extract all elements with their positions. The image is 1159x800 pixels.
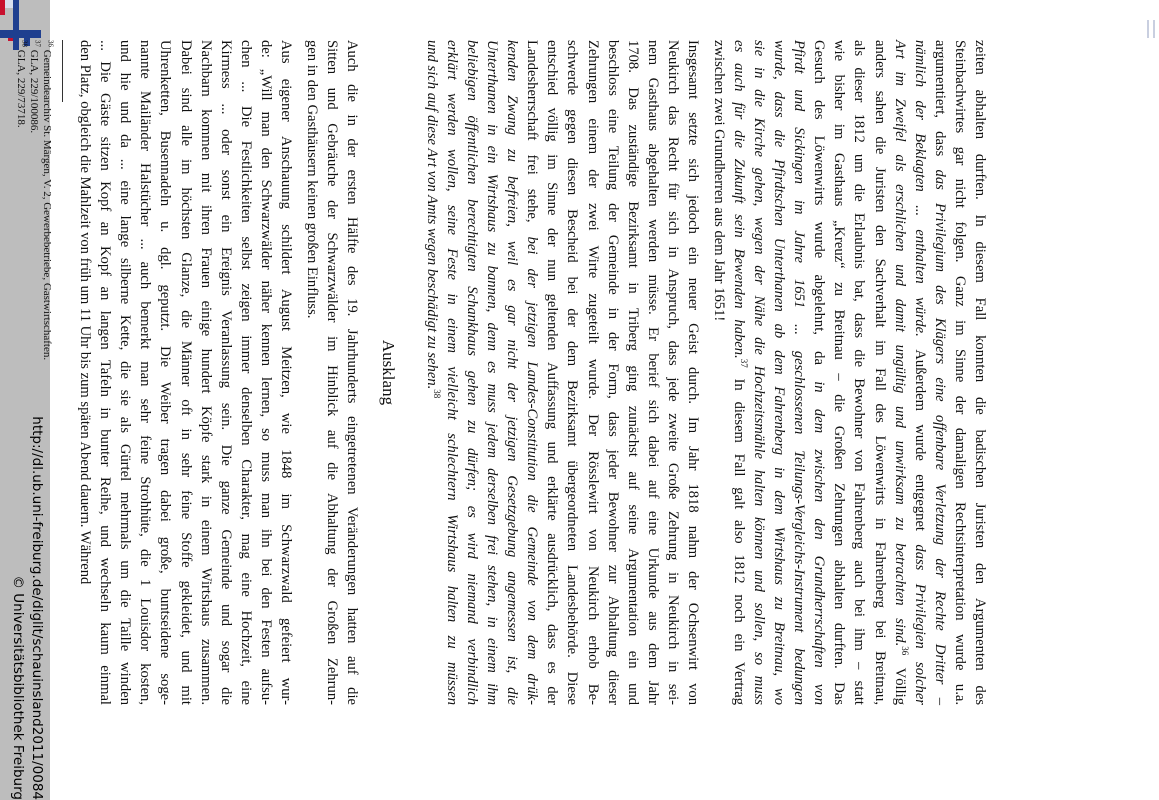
text-line: sie in die Kirche gehen, wegen der Nähe die Hochzeitsmähle halten können und sollen, so muss <box>750 40 767 705</box>
section-heading: Ausklang <box>379 339 398 406</box>
text-line: kenden Zwang zu befreien, weil es gar nicht der jetzigen Gesetzgebung angemessen ist, die <box>504 40 521 705</box>
text-line: gen in den Gasthäusern keinen großen Einfluss. <box>303 40 320 319</box>
text-line: chen ... Die Festlichkeiten selbst zeigen immer denselben Charakter, mag eine Hochzeit, eine <box>237 40 254 705</box>
text-line: zwischen zwei Grundherren aus dem Jahr 1651! <box>710 40 727 322</box>
text-line: Insgesamt setzte sich jedoch ein neuer Geist durch. Im Jahr 1818 nahm der Ochsenwirt von <box>685 40 701 705</box>
text-line: beschloss eine Teilung der Gemeinde in der Form, dass jeder Bewohner zur Abhaltung dieser <box>604 40 621 705</box>
paragraph-1 <box>709 40 990 705</box>
text-line: argumentiert, dass das Privilegium des Klägers eine offenbare Verletzung der Rechte Dritter – <box>931 40 948 706</box>
paragraph-4 <box>75 40 296 705</box>
text-line: zeiten abhalten durften. In diesem Fall konnten die badischen Juristen den Argumenten des <box>972 40 988 705</box>
document-url[interactable]: http://dl.ub.uni-freiburg.de/diglit/schauinsland2011/0084 <box>29 416 45 800</box>
paragraph-2 <box>422 40 703 705</box>
text-line: Zehrungen einem der zwei Wirte zugeteilt wurde. Der Rösslewirt von Neukirch erhob Be- <box>584 40 601 705</box>
text-line: Dabei sind alle im höchsten Glanze, die Männer oft in sehr feine Stoffe gekleidet, und mit <box>177 40 194 705</box>
text-line: Neukirch das Recht für sich in Anspruch, dass jede zweite Große Zehrung in Neukirch in sei- <box>664 40 681 705</box>
text-line: Aus eigener Anschauung schildert August Meitzen, wie 1848 im Schwarzwald gefeiert wur- <box>278 40 294 705</box>
text-line: Gesuch des Löwenwirts wurde abgelehnt, da in dem zwischen den Grundherrschaften von <box>811 40 828 706</box>
text-line: und hie und da ... eine lange silberne Kette, die sie als Gürtel mehrmals um die Taille winden <box>117 40 134 705</box>
text-line: nannte Mailänder Halstücher ... auch bemerkt man sehr feine Strohhüte, die 1 Louisdor kosten, <box>137 40 154 705</box>
footnote-rule <box>62 40 63 102</box>
text-line: schwerde gegen diesen Bescheid bei der dem Bezirksamt übergeordneten Landesbehörde. Diese <box>564 40 581 705</box>
text-line: wie bisher im Gasthaus „Kreuz“ zu Breitnau – die Großen Zehrungen abhalten durften. Das <box>831 40 848 705</box>
paragraph-3 <box>302 40 362 705</box>
text-line: anders sahen die Juristen den Sachverhalt im Fall des Löwenwirts in Fahrenberg bei Breitnau, <box>871 40 888 705</box>
text-line: de: „Will man den Schwarzwälder näher kennen lernen, so muss man ihn bei den Festen aufsu- <box>257 40 274 705</box>
text-line: Nachbarn kommen mit ihren Frauen einige hundert Köpfe stark in einem Wirtshaus zusammen. <box>197 40 214 705</box>
copyright-notice: © Universitätsbibliothek Freiburg <box>10 575 26 800</box>
text-line: wurde, dass die Pfirdtschen Unterthanen ab dem Fahrenberg in dem Wirtshaus zu Breitnau, wo <box>771 40 788 705</box>
footnote-38: $^{38}$ GLA, 229/73718. <box>14 40 29 128</box>
text-line: Landesherrschaft frei stehe, bei der jetzigen Landes-Constitution die Gemeinde von dem drük- <box>524 40 541 705</box>
text-line: Art im Zweifel als erschlichen und damit ungültig und unwirksam zu betrachten sind.$^{36}$ Völlig <box>891 40 910 705</box>
text-line: Uhrenketten, Busennadeln u. dgl. geputzt. Die Weiber tragen dabei große, buntseidene soge- <box>157 40 174 705</box>
scroll-handle[interactable] <box>1147 20 1155 38</box>
text-line: beliebigen öffentlichen berechtigten Schankhaus gehen zu dürfen; es wird niemand verbindlich <box>463 40 480 705</box>
footnote-36: $^{36}$ Gemeindearchiv St. Märgen, V. 2, Gewerbebetriebe, Gastwirtschaften. <box>40 40 55 361</box>
text-line: Kirmess ... oder sonst ein Ereignis Veranlassung sein. Die ganze Gemeinde und sogar die <box>217 40 234 705</box>
text-line: es auch für die Zukunft sein Bewenden haben.$^{37}$ In diesem Fall galt also 1812 noch ein Vertrag <box>730 40 749 706</box>
text-line: Steinbachwirtes gar nicht folgen. Ganz im Sinne der damaligen Rechtsinterpretation wurde u.a. <box>951 40 968 705</box>
text-line: nämlich der Beklagten ... enthalten würde. Außerdem wurde entgegnet dass Privilegien solcher <box>911 40 928 705</box>
text-line: Sitten und Gebräuche der Schwarzwälder im Hinblick auf die Abhaltung der Großen Zehrun- <box>323 40 340 705</box>
text-line: Unterthanen in ein Wirtshaus zu bannen, denn es muss jedem derselben frei stehen, in einem ihm <box>484 40 501 705</box>
text-line: 1708. Das zuständige Bezirksamt in Triberg ging zunächst auf seine Argumentation ein und <box>624 40 641 705</box>
footnote-37: $^{37}$ GLA, 229/100086. <box>27 40 42 134</box>
text-line: Auch die in der ersten Hälfte des 19. Jahrhunderts eingetretenen Veränderungen hatten auf die <box>344 40 360 705</box>
text-line: ... Die Gäste sitzen Kopf an Kopf an langen Tafeln in bunter Reihe, und wechseln kaum einmal <box>97 40 114 705</box>
text-line: nem Gasthaus abgehalten werden müsse. Er berief sich dabei auf eine Urkunde aus dem Jahr <box>644 40 661 705</box>
text-line: entschied völlig im Sinne der nun geltenden Auffassung und erklärte ausdrücklich, dass es der <box>544 40 561 705</box>
text-line: und sich auf diese Art von Amts wegen beschädigt zu sehen.$^{38}$ <box>423 40 442 399</box>
text-line: erklärt werden wollen, seine Feste in einem vielleicht schlechtern Wirtshaus halten zu müssen <box>443 40 460 705</box>
text-line: Pfirdt und Sickingen im Jahre 1651 ... geschlossenen Teilungs-Vergleichs-Instrument bedungen <box>791 40 808 705</box>
text-line: den Platz, obgleich die Mahlzeit von früh um 11 Uhr bis zum späten Abend dauern. Während <box>77 40 94 585</box>
text-line: als dieser 1812 um die Erlaubnis bat, dass die Bewohner von Fahrenberg auch bei ihm – statt <box>851 40 868 705</box>
